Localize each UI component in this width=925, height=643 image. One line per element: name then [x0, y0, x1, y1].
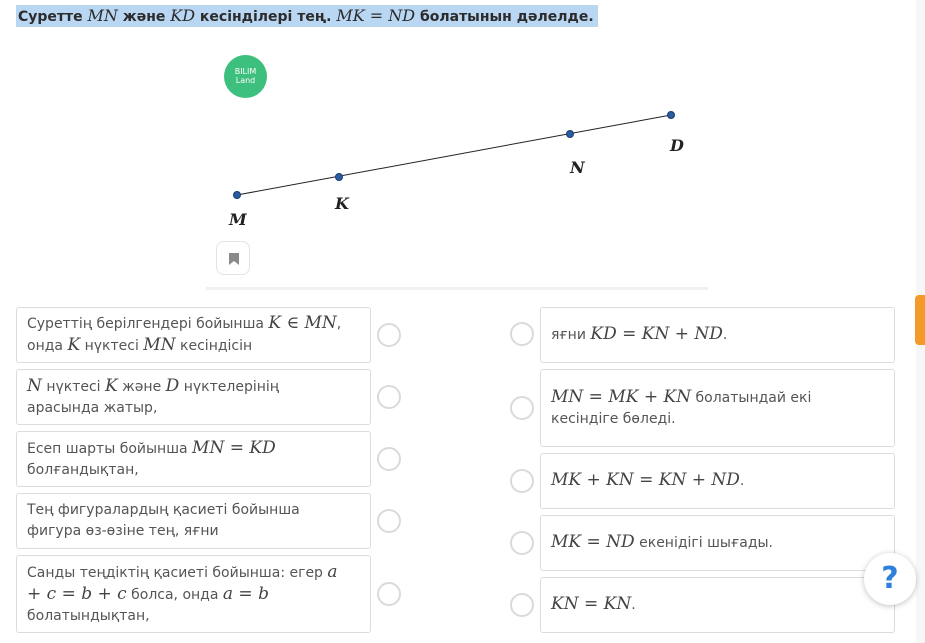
left-card-4-text: Тең фигуралардың қасиеті бойынша фигура өз-өзіне тең, яғни	[27, 502, 300, 539]
left-radio-4[interactable]	[377, 509, 401, 533]
left-card-3-text: Есеп шарты бойынша MN = KD болғандықтан,	[27, 437, 276, 478]
left-radio-3[interactable]	[377, 447, 401, 471]
right-radio-5[interactable]	[510, 593, 534, 617]
question-mark-icon: ?	[881, 561, 899, 596]
right-card-2[interactable]	[540, 369, 895, 447]
left-card-5-text: Санды теңдіктің қасиеті бойынша: егер a + c = b + c болса, онда a = b болатындықтан,	[27, 561, 338, 624]
help-button[interactable]	[864, 553, 916, 605]
right-card-4-text: MK = ND екенідігі шығады.	[551, 532, 774, 552]
segment-figure	[200, 100, 720, 240]
left-card-1-text: Суреттің берілгендері бойынша K ∈ MN, онда K нүктесі MN кесіндісін	[27, 313, 342, 355]
point-d	[668, 112, 675, 119]
label-k: K	[335, 194, 349, 213]
left-radio-5[interactable]	[377, 582, 401, 606]
bookmark-icon	[228, 252, 240, 266]
left-card-2-text: N нүктесі K және D нүктелерінің арасында жатыр,	[27, 375, 280, 416]
label-n: N	[570, 158, 585, 177]
right-radio-4[interactable]	[510, 531, 534, 555]
divider	[206, 287, 708, 290]
right-card-1-text: яғни KD = KN + ND.	[551, 324, 728, 344]
label-d: D	[670, 136, 684, 155]
right-card-1[interactable]	[540, 307, 895, 363]
label-m: M	[229, 210, 247, 229]
point-m	[234, 192, 241, 199]
left-card-2[interactable]	[16, 369, 371, 425]
right-radio-2[interactable]	[510, 396, 534, 420]
right-card-5-text: KN = KN.	[551, 594, 636, 614]
segment-diagram	[200, 100, 720, 240]
left-card-1[interactable]	[16, 307, 371, 363]
right-card-3-text: MK + KN = KN + ND.	[551, 470, 745, 490]
left-card-5[interactable]	[16, 555, 371, 633]
scrollbar-thumb[interactable]	[915, 295, 925, 345]
right-radio-3[interactable]	[510, 469, 534, 493]
left-radio-2[interactable]	[377, 385, 401, 409]
question-text: Суретте MN және KD кесінділері тең. MK = ND болатынын дәлелде.	[16, 5, 598, 27]
bilimland-logo: BILIM Land	[224, 55, 267, 98]
bookmark-button[interactable]	[216, 241, 250, 275]
point-k	[336, 174, 343, 181]
right-card-2-text: MN = MK + KN болатындай екі кесіндіге бөледі.	[551, 386, 812, 427]
point-n	[567, 131, 574, 138]
left-radio-1[interactable]	[377, 323, 401, 347]
right-card-4[interactable]	[540, 515, 895, 571]
right-card-5[interactable]	[540, 577, 895, 633]
right-radio-1[interactable]	[510, 322, 534, 346]
left-card-3[interactable]	[16, 431, 371, 487]
right-card-3[interactable]	[540, 453, 895, 509]
segment-line	[237, 115, 671, 195]
left-card-4[interactable]	[16, 493, 371, 549]
